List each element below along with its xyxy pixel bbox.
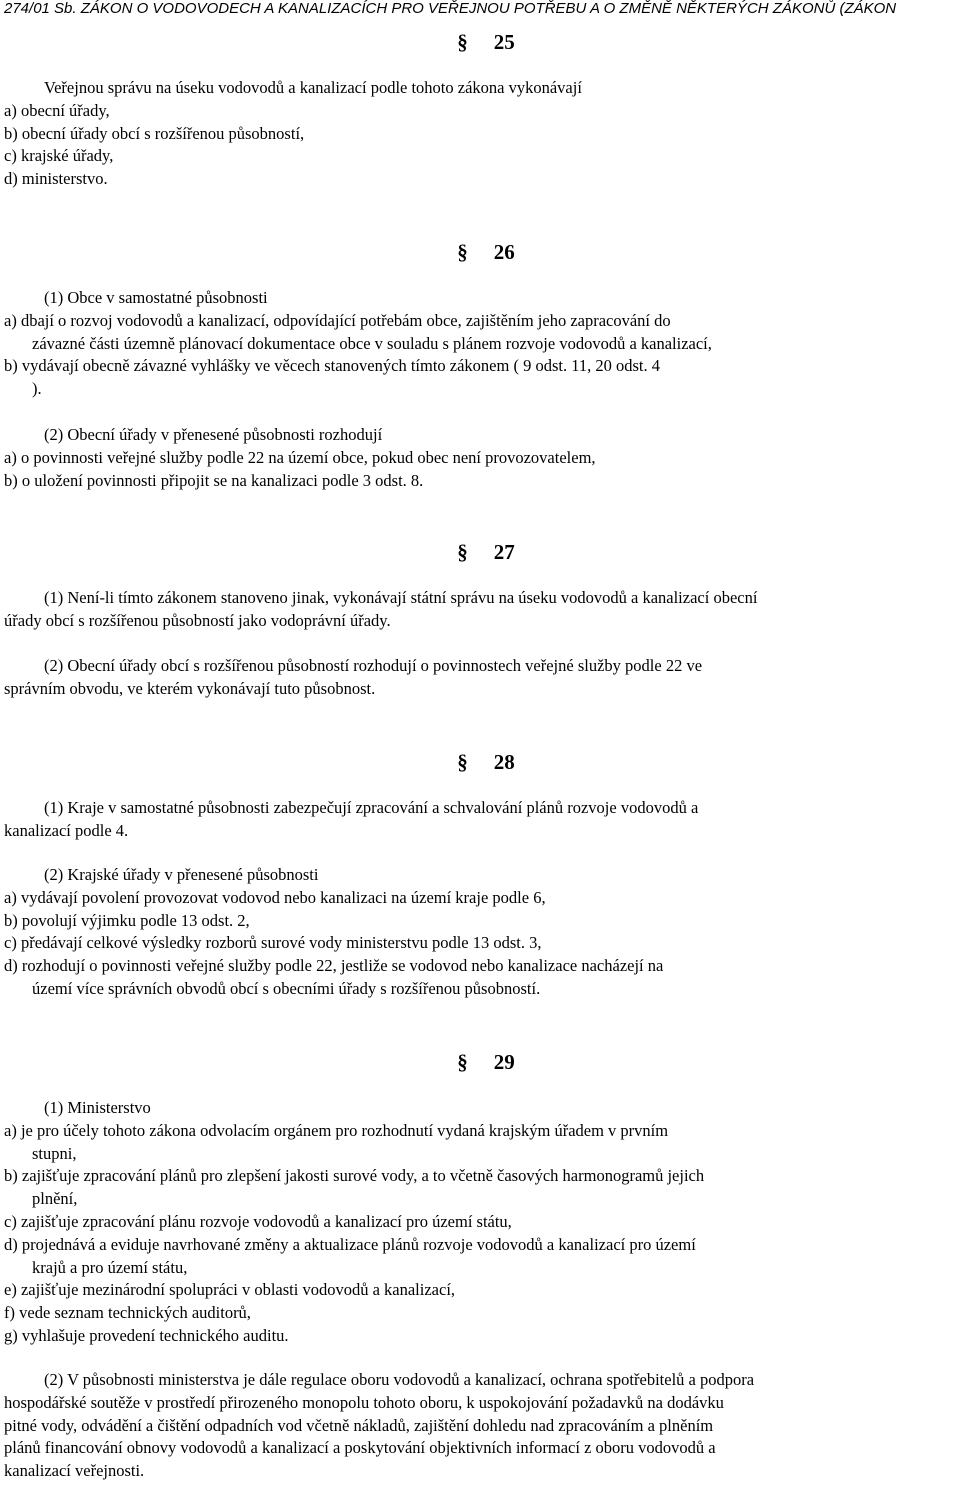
- section-29-item-f: f) vede seznam technických auditorů,: [4, 1303, 251, 1323]
- section-26-p1-intro: (1) Obce v samostatné působnosti: [44, 288, 268, 307]
- section-25-item: a) obecní úřady,: [4, 100, 110, 120]
- section-28-item-b: b) povolují výjimku podle 13 odst. 2,: [4, 910, 250, 930]
- section-29-p2: [4, 1369, 956, 1483]
- section-heading-25: [0, 30, 960, 56]
- section-sign: §: [457, 540, 468, 564]
- section-26-p2-item-b: b) o uložení povinnosti připojit se na kanalizaci podle 3 odst. 8.: [4, 470, 424, 490]
- section-26-p1-item-b-cont: ).: [32, 379, 42, 399]
- section-26-p1-item-a: a) dbají o rozvoj vodovodů a kanalizací, odpovídající potřebám obce, zajištěním jeho zapracování do: [4, 310, 671, 330]
- section-25-intro: Veřejnou správu na úseku vodovodů a kanalizací podle tohoto zákona vykonávají: [44, 78, 582, 97]
- section-heading-27: [0, 540, 960, 566]
- section-29-item-d-cont: krajů a pro území státu,: [32, 1257, 188, 1277]
- section-29-item-d: d) projednává a eviduje navrhované změny a aktualizace plánů rozvoje vodovodů a kanalizací pro území: [4, 1234, 696, 1254]
- section-heading-28: [0, 750, 960, 776]
- section-27-p1: [4, 587, 956, 633]
- section-27-p2-line: správním obvodu, ve kterém vykonávají tuto působnost.: [4, 678, 376, 698]
- section-heading-29: [0, 1050, 960, 1076]
- section-29-item-b-cont: plnění,: [32, 1189, 78, 1209]
- section-29-item-g: g) vyhlašuje provedení technického auditu.: [4, 1325, 289, 1345]
- section-29-p1-intro: (1) Ministerstvo: [44, 1098, 151, 1117]
- section-25-item: c) krajské úřady,: [4, 146, 114, 166]
- section-28-p1-line: (1) Kraje v samostatné působnosti zabezpečují zpracování a schvalování plánů rozvoje vodovodů a: [44, 798, 699, 817]
- running-header: [4, 0, 960, 18]
- section-26-p2-item-a: a) o povinnosti veřejné služby podle 22 na území obce, pokud obec není provozovatelem,: [4, 447, 596, 467]
- section-sign: §: [457, 750, 468, 774]
- running-header-title: 274/01 Sb. ZÁKON O VODOVODECH A KANALIZACÍCH PRO VEŘEJNOU POTŘEBU A O ZMĚNĚ NĚKTERÝCH ZÁKONŮ (ZÁKON: [4, 0, 897, 17]
- section-26-p2: [4, 424, 956, 492]
- section-26-p1-item-a-cont: závazné části územně plánovací dokumentace obce v souladu s plánem rozvoje vodovodů a kanalizací,: [32, 333, 712, 353]
- section-25-item: d) ministerstvo.: [4, 169, 108, 189]
- section-28-p1: [4, 797, 956, 843]
- section-27-p2: [4, 655, 956, 701]
- section-26-p1-item-b: b) vydávají obecně závazné vyhlášky ve věcech stanovených tímto zákonem ( 9 odst. 11, 20 odst. 4: [4, 356, 660, 376]
- section-29-p2-line: (2) V působnosti ministerstva je dále regulace oboru vodovodů a kanalizací, ochrana spotřebitelů a podpora: [44, 1370, 755, 1389]
- section-26-p2-intro: (2) Obecní úřady v přenesené působnosti rozhodují: [44, 425, 383, 444]
- section-number: 28: [493, 750, 515, 774]
- section-29-item-e: e) zajišťuje mezinárodní spolupráci v oblasti vodovodů a kanalizací,: [4, 1280, 456, 1300]
- section-28-item-d: d) rozhodují o povinnosti veřejné služby podle 22, jestliže se vodovod nebo kanalizace nacházejí na: [4, 956, 664, 976]
- section-27-p1-line: (1) Není-li tímto zákonem stanoveno jinak, vykonávají státní správu na úseku vodovodů a kanalizací obecní: [44, 588, 758, 607]
- section-sign: §: [457, 1050, 468, 1074]
- section-26-body: [4, 287, 956, 401]
- section-29-item-c: c) zajišťuje zpracování plánu rozvoje vodovodů a kanalizací pro území státu,: [4, 1211, 512, 1231]
- section-27-p1-line: úřady obcí s rozšířenou působností jako vodoprávní úřady.: [4, 610, 391, 630]
- section-number: 25: [493, 30, 515, 54]
- section-29-p2-line: pitné vody, odvádění a čištění odpadních vod včetně nákladů, zajištění dohledu nad zpracováním a plněním: [4, 1415, 714, 1435]
- section-28-p1-line: kanalizací podle 4.: [4, 820, 129, 840]
- section-number: 29: [493, 1050, 515, 1074]
- section-28-item-c: c) předávají celkové výsledky rozborů surové vody ministerstvu podle 13 odst. 3,: [4, 933, 542, 953]
- section-29-item-a-cont: stupni,: [32, 1143, 77, 1163]
- section-sign: §: [457, 30, 468, 54]
- section-29-p1: [4, 1097, 956, 1348]
- section-25-item: b) obecní úřady obcí s rozšířenou působností,: [4, 123, 305, 143]
- section-28-item-d-cont: území více správních obvodů obcí s obecními úřady s rozšířenou působností.: [32, 978, 541, 998]
- section-29-p2-line: plánů financování obnovy vodovodů a kanalizací a poskytování objektivních informací z oboru vodovodů a: [4, 1438, 716, 1458]
- section-number: 26: [493, 240, 515, 264]
- section-heading-26: [0, 240, 960, 266]
- section-sign: §: [457, 240, 468, 264]
- section-29-item-a: a) je pro účely tohoto zákona odvolacím orgánem pro rozhodnutí vydaná krajským úřadem v prvním: [4, 1120, 669, 1140]
- section-27-p2-line: (2) Obecní úřady obcí s rozšířenou působností rozhodují o povinnostech veřejné služby podle 22 ve: [44, 656, 703, 675]
- section-29-item-b: b) zajišťuje zpracování plánů pro zlepšení jakosti surové vody, a to včetně časových harmonogramů jejich: [4, 1166, 705, 1186]
- section-25-body: [4, 77, 956, 191]
- section-29-p2-line: hospodářské soutěže v prostředí přirozeného monopolu tohoto oboru, k uspokojování požadavků na dodávku: [4, 1392, 724, 1412]
- section-28-item-a: a) vydávají povolení provozovat vodovod nebo kanalizaci na území kraje podle 6,: [4, 887, 546, 907]
- section-29-p2-line: kanalizací veřejnosti.: [4, 1461, 145, 1481]
- section-28-p2-intro: (2) Krajské úřady v přenesené působnosti: [44, 865, 319, 884]
- section-number: 27: [493, 540, 515, 564]
- section-28-p2: [4, 864, 956, 1001]
